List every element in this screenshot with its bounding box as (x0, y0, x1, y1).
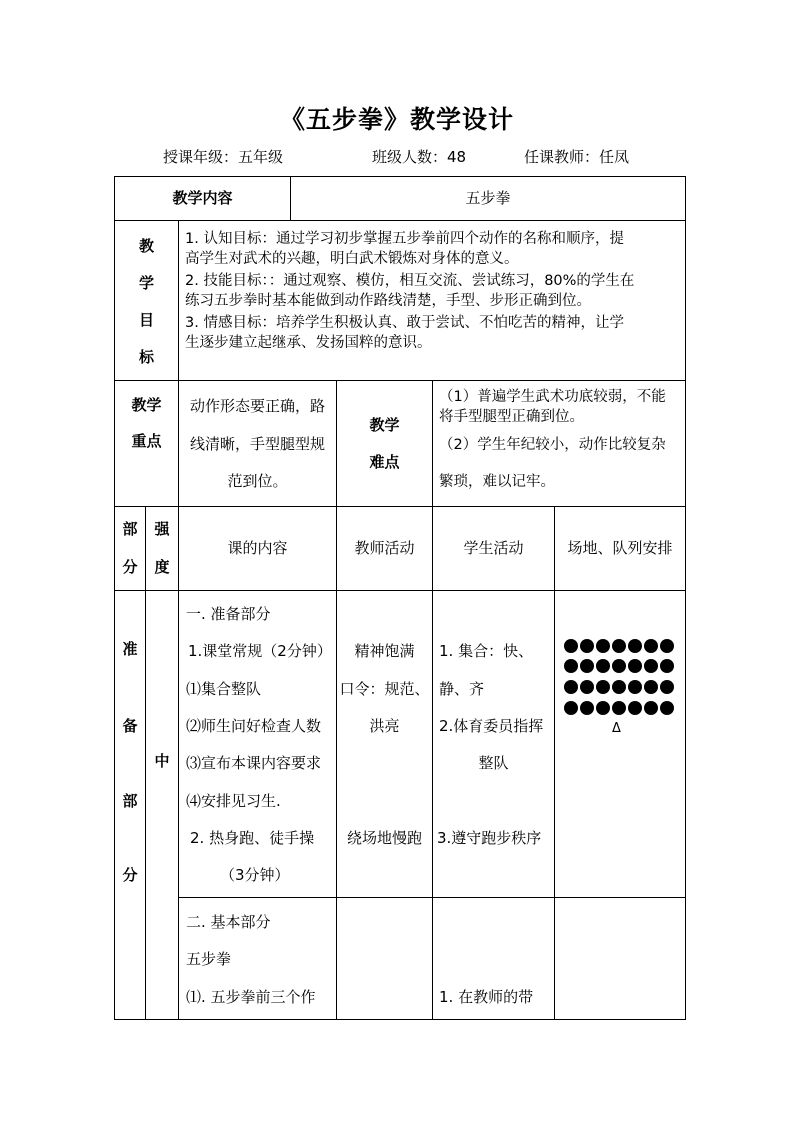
student-dot (596, 701, 610, 715)
student-dot (596, 639, 610, 653)
key-label: 教学 (131, 396, 162, 414)
difficulty-line: （1）普遍学生武术功底较弱，不能 (439, 389, 666, 405)
class-size-info: 班级人数：48 (372, 148, 467, 166)
student-dot (628, 680, 642, 694)
page-title: 《五步拳》教学设计 (279, 105, 514, 134)
prep-content-line: （3分钟） (220, 866, 290, 884)
student-dot (612, 639, 626, 653)
student-dot (660, 659, 674, 673)
student-dot (628, 639, 642, 653)
header-part: 分 (122, 558, 138, 576)
student-dot (580, 680, 594, 694)
prep-student-line: 3.遵守跑步秩序 (437, 829, 542, 847)
student-dot (596, 680, 610, 694)
teacher-info: 任课教师：任凤 (524, 148, 630, 166)
grade-info: 授课年级：五年级 (163, 148, 284, 166)
prep-intensity: 中 (154, 752, 170, 770)
student-dot (596, 659, 610, 673)
student-dot (644, 639, 658, 653)
prep-content-line: ⑶宣布本课内容要求 (186, 754, 322, 772)
objectives-label-char: 学 (138, 274, 154, 292)
objective-line: 3. 情感目标：培养学生积极认真、敢于尝试、不怕吃苦的精神，让学 (185, 315, 624, 331)
objectives-label-char: 标 (138, 348, 154, 366)
student-dot (644, 680, 658, 694)
prep-student-line: 静、齐 (439, 680, 485, 698)
student-dot (580, 639, 594, 653)
objective-line: 练习五步拳时基本能做到动作路线清楚，手型、步形正确到位。 (185, 293, 591, 309)
student-dot (612, 680, 626, 694)
student-dot (564, 701, 578, 715)
content-value: 五步拳 (465, 189, 511, 207)
header-intensity: 度 (154, 558, 170, 576)
prep-part-char: 分 (122, 866, 138, 884)
basic-content-line: 五步拳 (186, 950, 232, 968)
prep-content-line: ⑷安排见习生. (186, 792, 281, 810)
prep-teacher-line: 绕场地慢跑 (346, 829, 422, 847)
student-dot (612, 659, 626, 673)
student-dot (660, 680, 674, 694)
student-dot (612, 701, 626, 715)
teacher-marker: Δ (612, 721, 621, 736)
difficulty-line: 将手型腿型正确到位。 (439, 409, 584, 425)
objectives-label-char: 目 (138, 311, 154, 329)
prep-content-line: 一. 准备部分 (186, 605, 271, 623)
difficulty-line: （2）学生年纪较小，动作比较复杂 (439, 437, 666, 453)
difficulty-label: 教学 (369, 416, 400, 434)
student-dot (564, 639, 578, 653)
content-label: 教学内容 (172, 189, 233, 207)
key-label: 重点 (131, 432, 162, 450)
header-student: 学生活动 (463, 539, 524, 557)
basic-student-line: 1. 在教师的带 (439, 988, 534, 1006)
prep-student-line: 1. 集合：快、 (439, 642, 534, 660)
student-dot (580, 701, 594, 715)
prep-part-char: 备 (122, 717, 138, 735)
prep-part-char: 准 (122, 640, 138, 658)
student-dot (564, 680, 578, 694)
prep-content-line: 1.课堂常规（2分钟） (188, 642, 332, 660)
prep-part-char: 部 (122, 792, 138, 810)
prep-teacher-line: 洪亮 (369, 717, 400, 735)
student-dot (644, 659, 658, 673)
header-venue: 场地、队列安排 (567, 539, 673, 557)
key-point-line: 线清晰，手型腿型规 (189, 435, 325, 453)
student-dot (644, 701, 658, 715)
student-dot (580, 659, 594, 673)
prep-content-line: ⑵师生问好检查人数 (186, 717, 322, 735)
difficulty-label: 难点 (369, 453, 400, 471)
key-point-line: 范到位。 (227, 472, 288, 490)
header-intensity: 强 (154, 520, 170, 538)
prep-teacher-line: 口令：规范、 (339, 680, 430, 698)
student-dot (628, 701, 642, 715)
prep-content-line: ⑴集合整队 (186, 680, 262, 698)
basic-content-line: 二. 基本部分 (186, 913, 271, 931)
student-dot (628, 659, 642, 673)
prep-student-line: 2.体育委员指挥 (439, 717, 544, 735)
objective-line: 生逐步建立起继承、发扬国粹的意识。 (185, 335, 432, 351)
basic-content-line: ⑴. 五步拳前三个作 (186, 988, 316, 1006)
student-dot (564, 659, 578, 673)
objective-line: 1. 认知目标：通过学习初步掌握五步拳前四个动作的名称和顺序，提 (185, 231, 624, 247)
difficulty-line: 繁琐，难以记牢。 (439, 474, 555, 490)
header-part: 部 (122, 520, 138, 538)
student-dot (660, 701, 674, 715)
objective-line: 高学生对武术的兴趣，明白武术锻炼对身体的意义。 (185, 251, 519, 267)
prep-student-line: 整队 (478, 754, 509, 772)
key-point-line: 动作形态要正确，路 (189, 397, 325, 415)
objectives-label-char: 教 (138, 237, 154, 255)
prep-content-line: 2. 热身跑、徒手操 (190, 829, 315, 847)
prep-teacher-line: 精神饱满 (354, 642, 415, 660)
objective-line: 2. 技能目标：：通过观察、模仿，相互交流、尝试练习，80%的学生在 (185, 273, 635, 289)
header-teacher: 教师活动 (354, 539, 415, 557)
header-content: 课的内容 (227, 539, 288, 557)
student-dot (660, 639, 674, 653)
